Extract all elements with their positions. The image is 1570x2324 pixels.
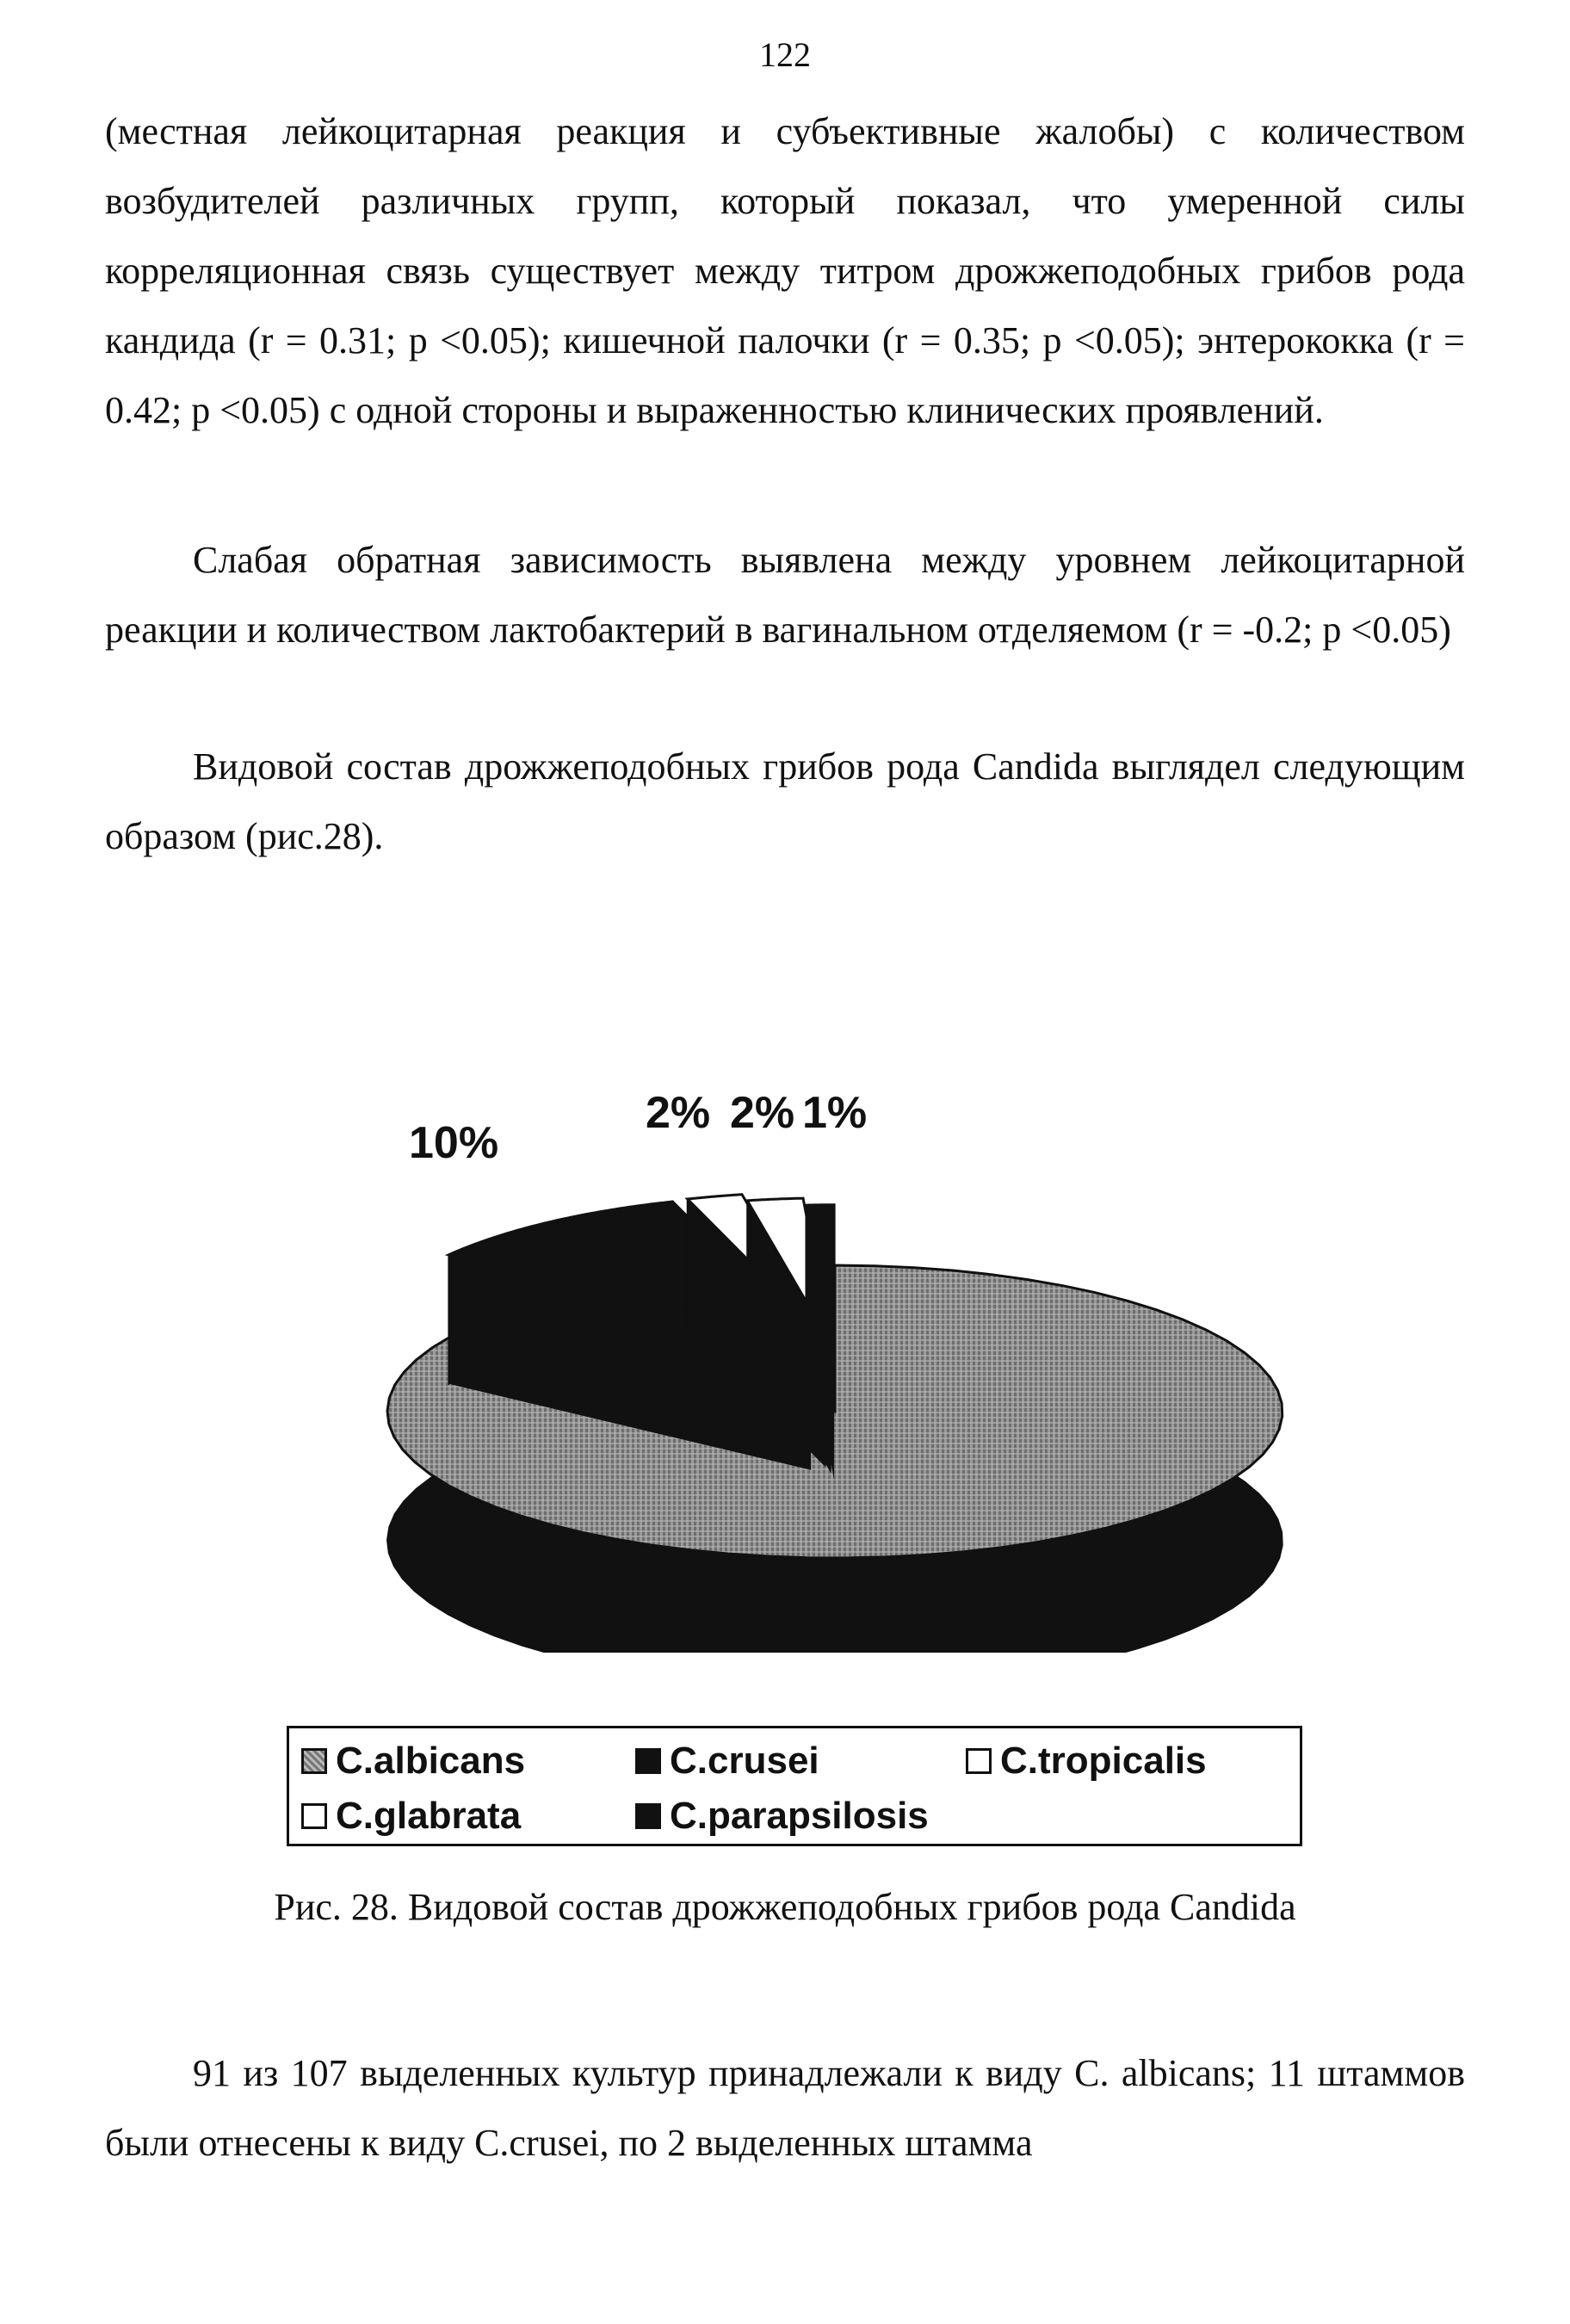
legend-label: C.albicans bbox=[336, 1740, 526, 1782]
legend-label: C.glabrata bbox=[336, 1795, 522, 1837]
legend-item-glabrata bbox=[301, 1790, 521, 1842]
data-label-cglabrata: 2% bbox=[730, 1088, 795, 1138]
legend-item-crusei bbox=[635, 1735, 819, 1787]
data-label-cparapsilosis: 1% bbox=[802, 1088, 868, 1138]
figure-caption: Рис. 28. Видовой состав дрожжеподобных грибов рода Candida bbox=[274, 1886, 1296, 1928]
paragraph-culture-counts: 91 из 107 выделенных культур принадлежали к виду C. albicans; 11 штаммов были отнесены к виду C.crusei, по 2 выделенных штамма bbox=[105, 2052, 1465, 2164]
data-label-calbicans: 85% bbox=[1085, 1579, 1175, 1629]
pie-chart bbox=[327, 1050, 1343, 1653]
legend-swatch bbox=[635, 1748, 661, 1774]
legend-item-albicans bbox=[301, 1735, 525, 1787]
legend-item-parapsilosis bbox=[635, 1790, 929, 1842]
legend-swatch bbox=[966, 1748, 992, 1774]
legend-item-tropicalis bbox=[966, 1735, 1207, 1787]
data-label-ccrusei: 10% bbox=[409, 1118, 499, 1168]
page-number: 122 bbox=[759, 35, 811, 74]
data-label-ctropicalis: 2% bbox=[646, 1088, 711, 1138]
legend-label: C.crusei bbox=[670, 1740, 819, 1782]
paragraph-species-intro: Видовой состав дрожжеподобных грибов рода Candida выглядел следующим образом (рис.28). bbox=[105, 745, 1465, 857]
paragraph-correlation: (местная лейкоцитарная реакция и субъективные жалобы) с количеством возбудителей различных групп, который показал, что умеренной силы корреляционная связь существует между титром дрожжеподобных грибов рода кандида (r = 0.31; p <0.05); кишечной палочки (r = 0.35; p <0.05); энтерококка (r = 0.42; p <0.05) с одной стороны и выраженностью клинических проявлений. bbox=[105, 110, 1465, 431]
legend-label: C.tropicalis bbox=[1000, 1740, 1207, 1782]
legend-swatch bbox=[635, 1803, 661, 1829]
chart-legend bbox=[287, 1726, 1302, 1846]
paragraph-inverse-dependence: Слабая обратная зависимость выявлена между уровнем лейкоцитарной реакции и количеством лактобактерий в вагинальном отделяемом (r = -0.2; p <0.05) bbox=[105, 539, 1465, 651]
legend-swatch bbox=[301, 1803, 327, 1829]
legend-label: C.parapsilosis bbox=[670, 1795, 929, 1837]
legend-swatch bbox=[301, 1748, 327, 1774]
pie-chart-svg bbox=[327, 1050, 1343, 1653]
